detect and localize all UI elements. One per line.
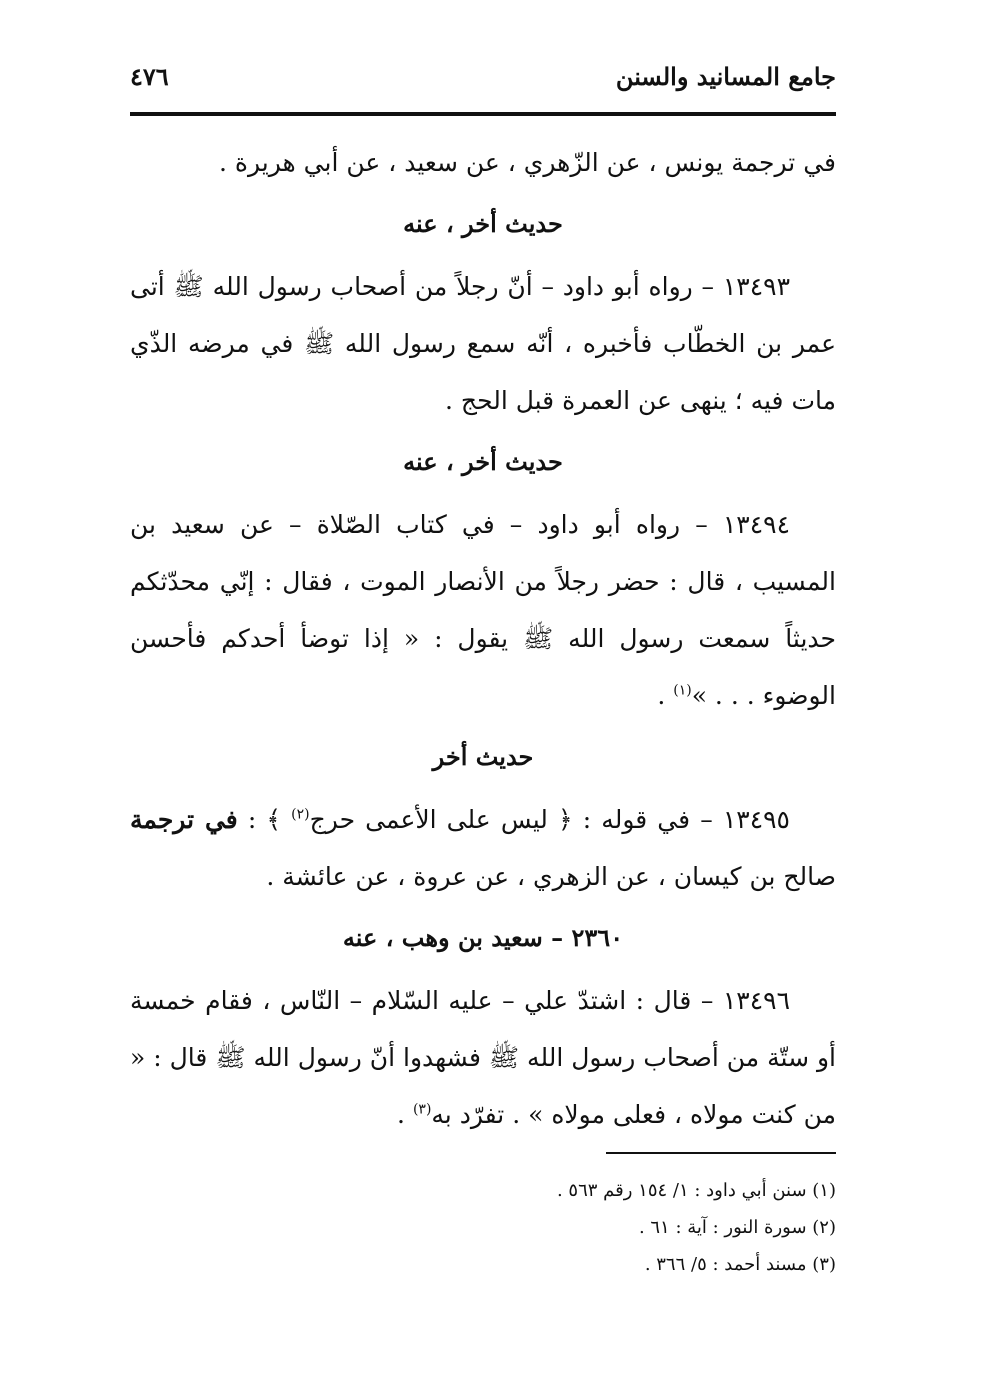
quran-bracket-close: ﴾ : <box>237 805 292 834</box>
main-text <box>130 134 836 1143</box>
page-number: ٤٧٦ <box>130 62 169 91</box>
hadith-13493: ١٣٤٩٣ – رواه أبو داود – أنّ رجلاً من أصحاب رسول الله ﷺ أتى عمر بن الخطّاب فأخبره ، أنّه سمع رسول الله ﷺ في مرضه الذّي مات فيه ؛ ينهى عن العمرة قبل الحج . <box>130 272 836 415</box>
section-heading: حديث أخر <box>432 742 534 771</box>
book-page <box>130 0 836 1396</box>
footnote-ref: (٢) <box>291 806 310 823</box>
section-heading: حديث أخر ، عنه <box>403 447 563 476</box>
hadith-13495 <box>130 791 836 905</box>
footnote-1: (١) سنن أبي داود : ١/ ١٥٤ رقم ٥٦٣ . <box>556 1180 836 1201</box>
hadith-text: ١٣٤٩٥ – في قوله : ﴿ ليس على الأعمى حرج <box>309 805 790 834</box>
hadith-text: ١٣٤٩٤ – رواه أبو داود – في كتاب الصّلاة – عن سعيد بن المسيب ، قال : حضر رجلاً من الأنصار الموت ، فقال : إنّي محدّثكم حديثاً سمعت رسول الله ﷺ يقول : « إذا توضأ أحدكم فأحسن الوضوء . . . » <box>130 510 836 710</box>
footnote-2: (٢) سورة النور : آية : ٦١ . <box>638 1217 836 1238</box>
sentence-end: . <box>397 1100 413 1129</box>
footnote-rule <box>606 1152 836 1154</box>
narrator-heading: ٢٣٦٠ – سعيد بن وهب ، عنه <box>342 923 624 952</box>
running-header <box>130 62 836 108</box>
header-rule <box>130 112 836 116</box>
sentence-end: . <box>657 681 674 710</box>
footnote-3: (٣) مسند أحمد : ٥/ ٣٦٦ . <box>644 1254 836 1275</box>
book-title: جامع المسانيد والسنن <box>615 62 836 91</box>
hadith-text-rest: صالح بن كيسان ، عن الزهري ، عن عروة ، عن عائشة . <box>266 862 836 891</box>
hadith-13494 <box>130 496 836 724</box>
footnote-ref: (١) <box>673 682 692 699</box>
hadith-text: ١٣٤٩٦ – قال : اشتدّ علي – عليه السّلام – النّاس ، فقام خمسة أو ستّة من أصحاب رسول الله ﷺ فشهدوا أنّ رسول الله ﷺ قال : « من كنت مولاه ، فعلى مولاه » . تفرّد به <box>130 986 836 1129</box>
hadith-13496 <box>130 972 836 1143</box>
footnote-ref: (٣) <box>412 1101 432 1118</box>
bold-phrase: في ترجمة <box>130 805 238 834</box>
footnotes <box>130 1172 836 1283</box>
section-heading: حديث أخر ، عنه <box>403 209 563 238</box>
paragraph-continuation: في ترجمة يونس ، عن الزّهري ، عن سعيد ، عن أبي هريرة . <box>218 148 836 177</box>
